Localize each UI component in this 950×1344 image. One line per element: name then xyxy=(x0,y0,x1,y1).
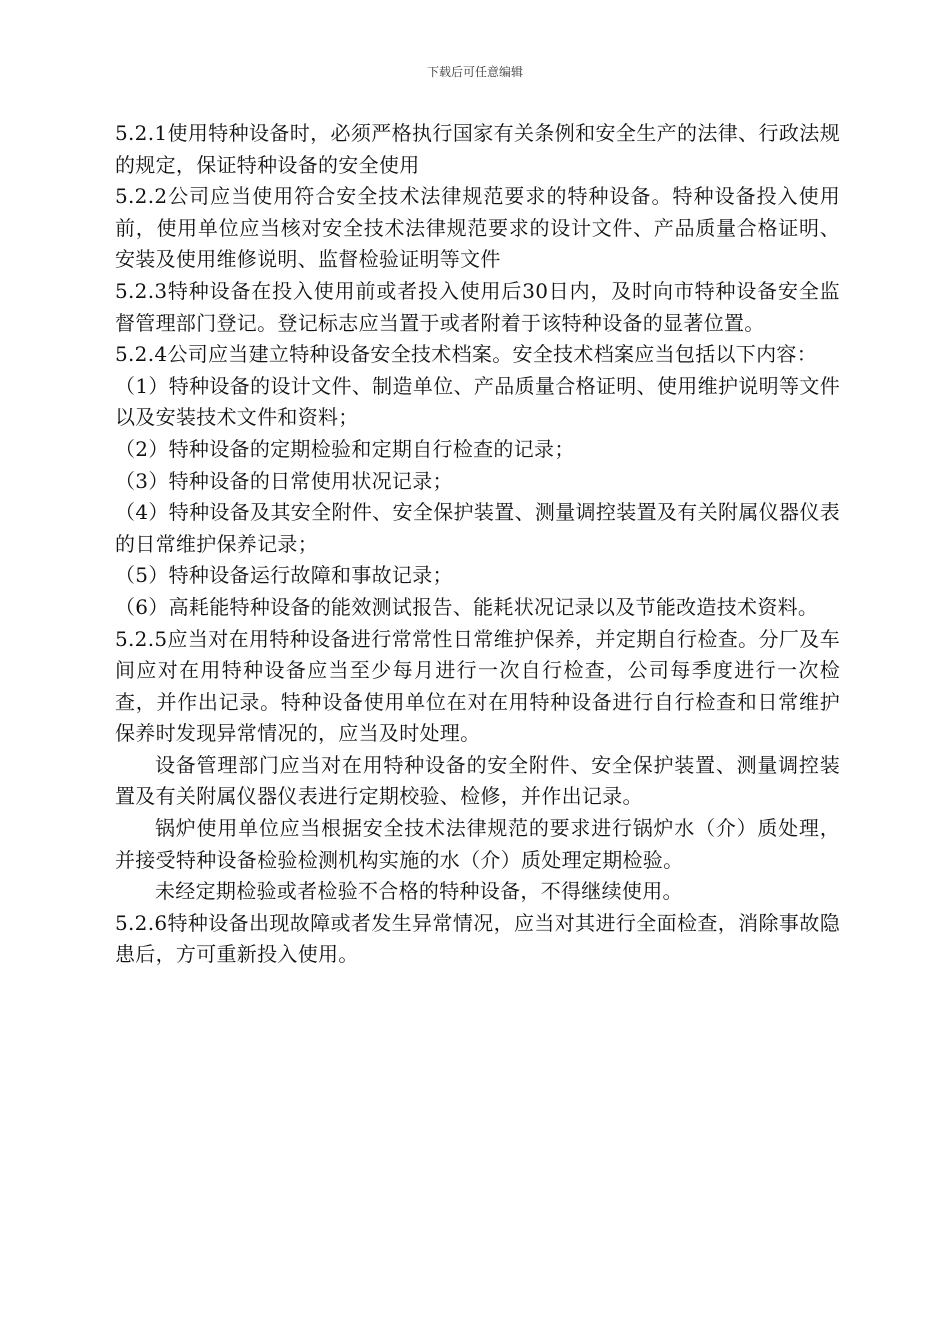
clause-5-2-4: 5.2.4公司应当建立特种设备安全技术档案。安全技术档案应当包括以下内容： xyxy=(115,342,817,367)
clause-5-2-5: 5.2.5应当对在用特种设备进行常常性日常维护保养，并定期自行检查。分厂及车间应对在用特种设备应当至少每月进行一次自行检查，公司每季度进行一次检查，并作出记录。特种设备使用单位在对在用特种设备进行自行检查和日常维护保养时发现异常情况的，应当及时处理。 xyxy=(115,626,840,746)
clause-5-2-3: 5.2.3特种设备在投入使用前或者投入使用后30日内，及时向市特种设备安全监督管理部门登记。登记标志应当置于或者附着于该特种设备的显著位置。 xyxy=(115,278,840,335)
clause-5-2-6: 5.2.6特种设备出现故障或者发生异常情况，应当对其进行全面检查，消除事故隐患后，方可重新投入使用。 xyxy=(115,910,840,967)
paragraph-equipment-dept: 设备管理部门应当对在用特种设备的安全附件、安全保护装置、测量调控装置及有关附属仪器仪表进行定期校验、检修，并作出记录。 xyxy=(115,752,840,809)
clause-5-2-1: 5.2.1使用特种设备时，必须严格执行国家有关条例和安全生产的法律、行政法规的规定，保证特种设备的安全使用 xyxy=(115,121,840,177)
list-item-4: （4）特种设备及其安全附件、安全保护装置、测量调控装置及有关附属仪器仪表的日常维护保养记录； xyxy=(115,500,840,556)
paragraph-boiler: 锅炉使用单位应当根据安全技术法律规范的要求进行锅炉水（介）质处理，并接受特种设备检验检测机构实施的水（介）质处理定期检验。 xyxy=(115,816,840,872)
list-item-2: （2）特种设备的定期检验和定期自行检查的记录； xyxy=(115,436,575,461)
list-item-5: （5）特种设备运行故障和事故记录； xyxy=(115,563,453,588)
paragraph-uninspected: 未经定期检验或者检验不合格的特种设备，不得继续使用。 xyxy=(155,879,683,904)
document-body xyxy=(115,118,840,971)
clause-5-2-2: 5.2.2公司应当使用符合安全技术法律规范要求的特种设备。特种设备投入使用前，使用单位应当核对安全技术法律规范要求的设计文件、产品质量合格证明、安装及使用维修说明、监督检验证明等文件 xyxy=(115,184,840,272)
list-item-1: （1）特种设备的设计文件、制造单位、产品质量合格证明、使用维护说明等文件以及安装技术文件和资料； xyxy=(115,373,840,430)
page-header: 下载后可任意编辑 xyxy=(426,65,523,79)
list-item-6: （6）高耗能特种设备的能效测试报告、能耗状况记录以及节能改造技术资料。 xyxy=(115,594,819,619)
list-item-3: （3）特种设备的日常使用状况记录； xyxy=(115,468,453,493)
